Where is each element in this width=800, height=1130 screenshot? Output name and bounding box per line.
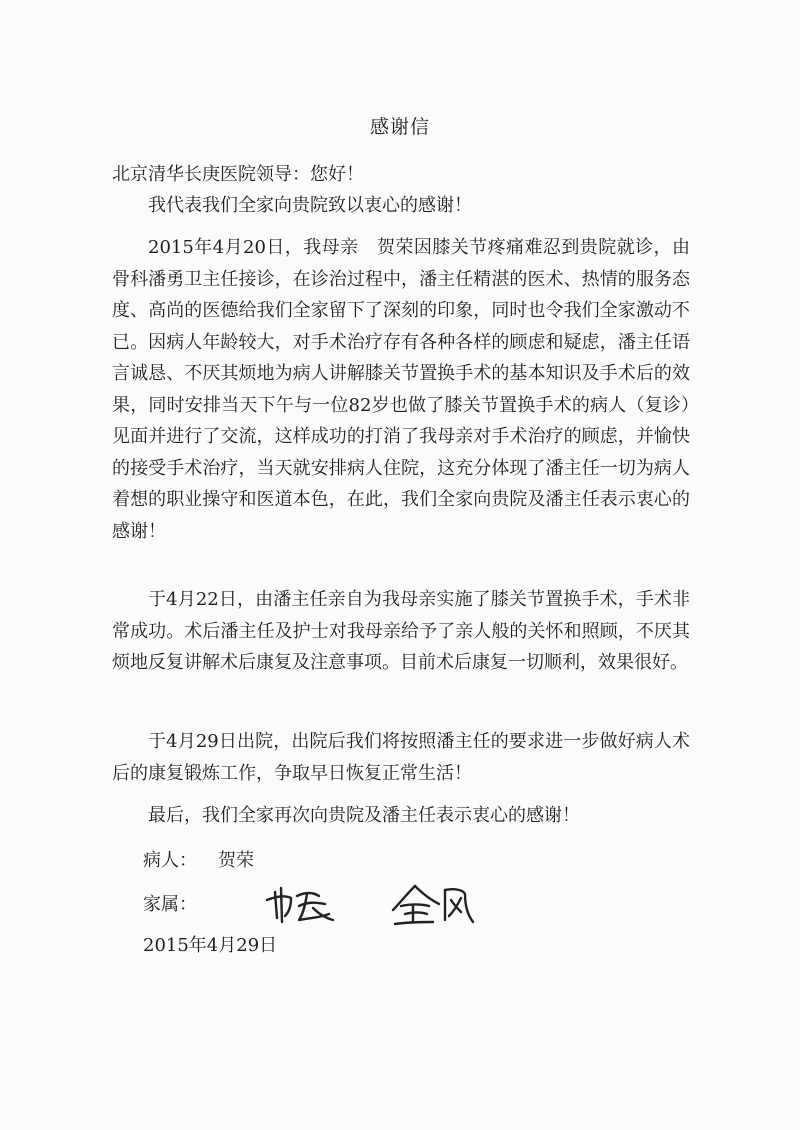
patient-label: 病人： (143, 850, 197, 871)
paragraph-surgery: 于4月22日，由潘主任亲自为我母亲实施了膝关节置换手术，手术非常成功。术后潘主任及护士对我母亲给予了亲人般的关怀和照顾，不厌其烦地反复讲解术后康复及注意事项。目前术后康复一切顺利，效果很好。 (112, 589, 690, 673)
paragraph-treatment: 2015年4月20日，我母亲 贺荣因膝关节疼痛难忍到贵院就诊，由骨科潘勇卫主任接诊，在诊治过程中，潘主任精湛的医术、热情的服务态度、高尚的医德给我们全家留下了深刻的印象，同时也令我们全家激动不已。因病人年龄较大，对手术治疗存有各种各样的顾虑和疑虑，潘主任语言诚恳、不厌其烦地为病人讲解膝关节置换手术的基本知识及手术后的效果，同时安排当天下午与一位82岁也做了膝关节置换手术的病人（复诊）见面并进行了交流，这样成功的打消了我母亲对手术治疗的顾虑，并愉快的接受手术治疗，当天就安排病人住院，这充分体现了潘主任一切为病人着想的职业操守和医道本色，在此，我们全家向贵院及潘主任表示衷心的感谢！ (112, 237, 690, 542)
paragraph-discharge: 于4月29日出院，出院后我们将按照潘主任的要求进一步做好病人术后的康复锻炼工作，争取早日恢复正常生活！ (112, 731, 690, 784)
family-label: 家属： (143, 894, 197, 915)
paragraph-closing: 最后，我们全家再次向贵院及潘主任表示衷心的感谢！ (148, 805, 580, 826)
family-signature-image (255, 878, 485, 930)
letter-title: 感谢信 (369, 116, 430, 138)
letter-salutation: 北京清华长庚医院领导：您好！ (112, 164, 364, 185)
letter-date: 2015年4月29日 (143, 935, 278, 956)
paragraph-opening: 我代表我们全家向贵院致以衷心的感谢！ (148, 195, 472, 216)
patient-name: 贺荣 (218, 850, 254, 871)
